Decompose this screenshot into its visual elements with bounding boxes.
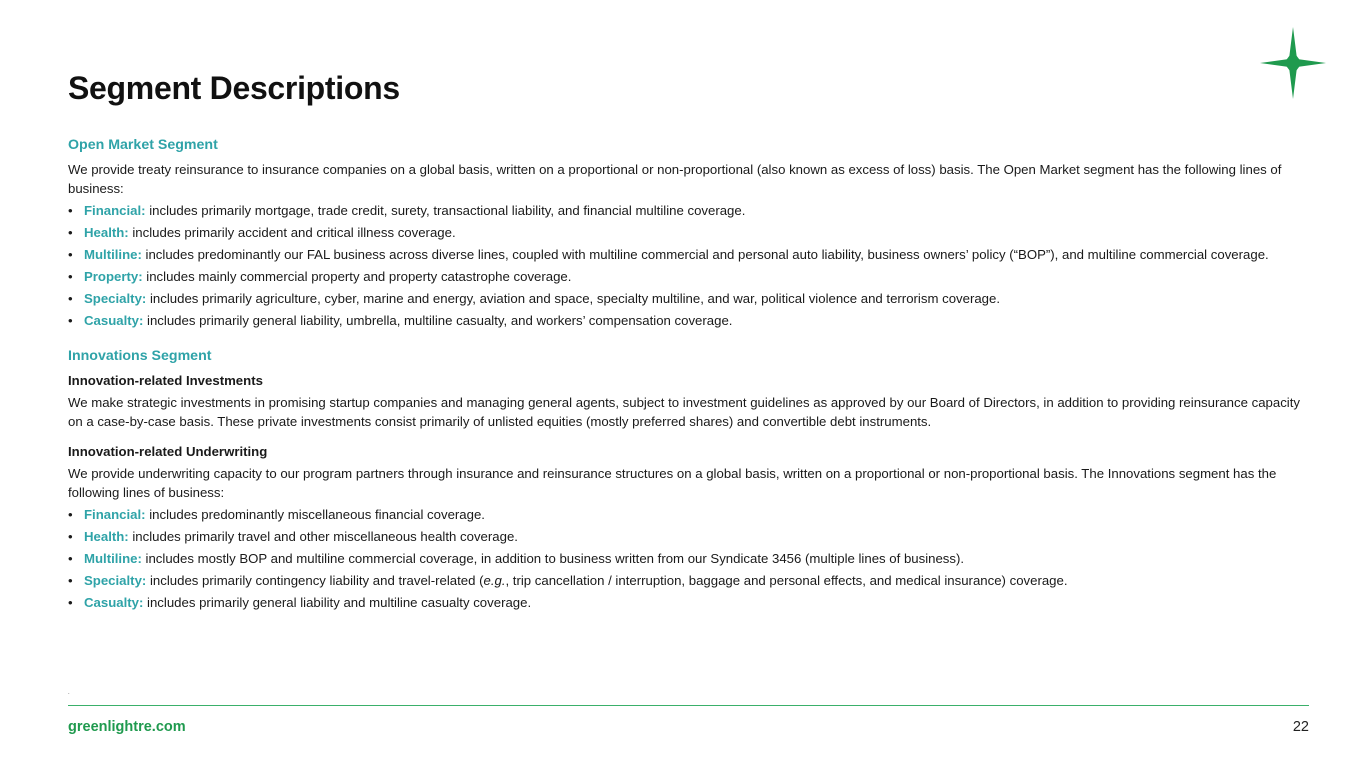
line-description: includes primarily general liability and multiline casualty coverage. <box>147 595 532 610</box>
line-description: includes primarily general liability, umbrella, multiline casualty, and workers’ compensation coverage. <box>147 313 733 328</box>
list-item <box>68 201 1313 220</box>
bullet-icon: • <box>68 225 73 240</box>
line-term: Specialty: <box>84 573 147 588</box>
line-term: Property: <box>84 269 143 284</box>
bullet-icon: • <box>68 551 73 566</box>
list-item <box>68 311 1313 330</box>
list-item <box>68 245 1313 264</box>
line-term: Casualty: <box>84 313 144 328</box>
list-item <box>68 223 1313 242</box>
line-description: includes predominantly our FAL business across diverse lines, coupled with multiline commercial and personal auto liability, business owners’ policy (“BOP”), and multiline commercial coverage. <box>145 247 1269 262</box>
compass-star-icon <box>1258 25 1328 101</box>
line-description: includes predominantly miscellaneous financial coverage. <box>149 507 485 522</box>
bullet-icon: • <box>68 203 73 218</box>
bullet-icon: • <box>68 269 73 284</box>
line-term: Health: <box>84 225 129 240</box>
list-item <box>68 527 1313 546</box>
line-description: includes mainly commercial property and property catastrophe coverage. <box>146 269 572 284</box>
line-description-emphasis: e.g. <box>483 573 506 588</box>
footer-dot: . <box>68 690 70 696</box>
list-item <box>68 505 1313 524</box>
investments-heading: Innovation-related Investments <box>68 373 263 388</box>
innovations-title: Innovations Segment <box>68 348 212 364</box>
open-market-intro: We provide treaty reinsurance to insurance companies on a global basis, written on a proportional or non-proportional (also known as excess of loss) basis. The Open Market segment has the following lines of business: <box>68 162 1282 196</box>
line-term: Financial: <box>84 507 146 522</box>
bullet-icon: • <box>68 529 73 544</box>
bullet-icon: • <box>68 247 73 262</box>
bullet-icon: • <box>68 573 73 588</box>
line-term: Multiline: <box>84 551 142 566</box>
innovations-section <box>68 347 1313 612</box>
list-item <box>68 593 1313 612</box>
investments-text: We make strategic investments in promising startup companies and managing general agents, subject to investment guidelines as approved by our Board of Directors, in addition to providing reinsurance capacity on a case-by-case basis. These private investments consist primarily of unlisted equities (mostly preferred shares) and convertible debt instruments. <box>68 395 1300 429</box>
page-title: Segment Descriptions <box>68 70 400 106</box>
line-description: includes primarily accident and critical illness coverage. <box>132 225 456 240</box>
list-item <box>68 267 1313 286</box>
open-market-section <box>68 136 1313 330</box>
innovations-lines-list <box>68 505 1313 612</box>
underwriting-text: We provide underwriting capacity to our program partners through insurance and reinsurance structures on a global basis, written on a proportional or non-proportional basis. The Innovations segment has the following lines of business: <box>68 466 1277 500</box>
line-term: Multiline: <box>84 247 142 262</box>
open-market-title: Open Market Segment <box>68 137 218 153</box>
list-item <box>68 549 1313 568</box>
line-description: includes mostly BOP and multiline commercial coverage, in addition to business written from our Syndicate 3456 (multiple lines of business). <box>145 551 965 566</box>
slide-content <box>68 136 1313 615</box>
open-market-lines-list <box>68 201 1313 330</box>
bullet-icon: • <box>68 291 73 306</box>
line-term: Casualty: <box>84 595 144 610</box>
line-term: Health: <box>84 529 129 544</box>
footer-divider <box>68 705 1309 706</box>
bullet-icon: • <box>68 595 73 610</box>
line-description-start: includes primarily contingency liability and travel-related ( <box>149 573 484 588</box>
line-description: includes primarily travel and other miscellaneous health coverage. <box>132 529 518 544</box>
line-term: Financial: <box>84 203 146 218</box>
line-term: Specialty: <box>84 291 147 306</box>
list-item <box>68 571 1313 590</box>
list-item <box>68 289 1313 308</box>
footer-website-link[interactable]: greenlightre.com <box>68 719 186 735</box>
underwriting-heading: Innovation-related Underwriting <box>68 444 268 459</box>
bullet-icon: • <box>68 507 73 522</box>
bullet-icon: • <box>68 313 73 328</box>
line-description-end: , trip cancellation / interruption, baggage and personal effects, and medical insurance) coverage. <box>505 573 1068 588</box>
line-description: includes primarily agriculture, cyber, marine and energy, aviation and space, specialty multiline, and war, political violence and terrorism coverage. <box>149 291 1001 306</box>
page-number: 22 <box>1292 719 1309 735</box>
line-description: includes primarily mortgage, trade credit, surety, transactional liability, and financial multiline coverage. <box>149 203 746 218</box>
